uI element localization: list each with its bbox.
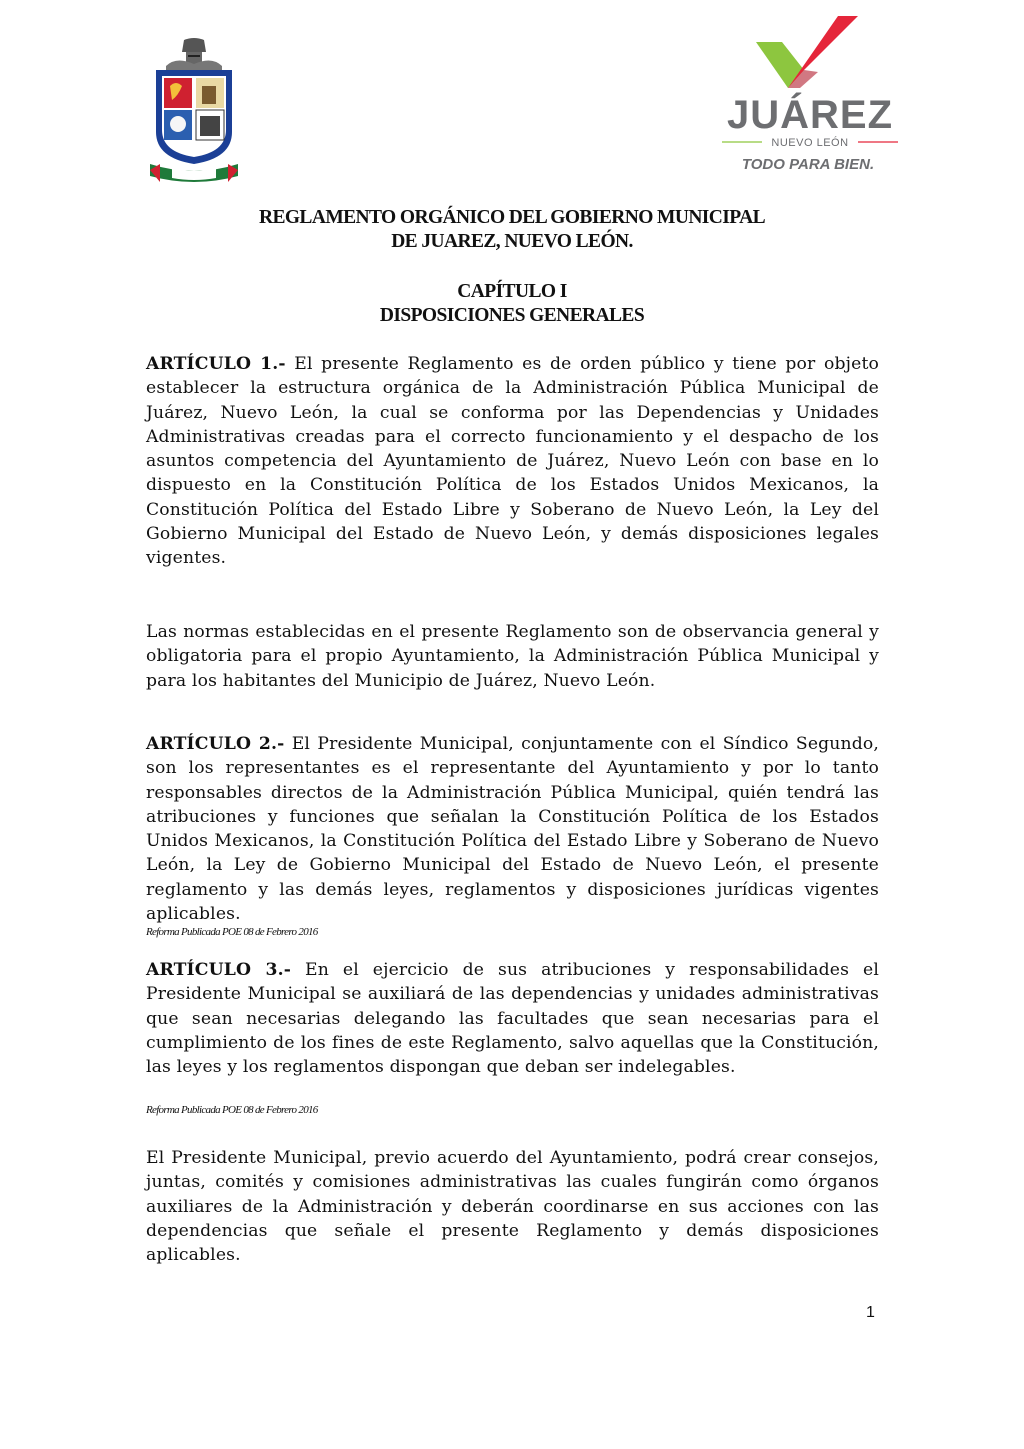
article-1-paragraph-2 <box>146 620 879 693</box>
article-2 <box>146 732 879 926</box>
logo-subtitle: NUEVO LEÓN <box>771 137 849 149</box>
page-number: 1 <box>866 1304 875 1321</box>
article-3-paragraph-2 <box>146 1146 879 1267</box>
article-1 <box>146 352 879 571</box>
article-1-text: El presente Reglamento es de orden público y tiene por objeto establecer la estructura orgánica de la Administración Pública Municipal de Juárez, Nuevo León, la cual se conforma por las Dependencias y Unidades Administrativas creadas para el correcto funcionamiento y el despacho de los asuntos competencia del Ayuntamiento de Juárez, Nuevo León con base en lo dispuesto en la Constitución Política de los Estados Unidos Mexicanos, la Constitución Política del Estado Libre y Soberano de Nuevo León, la Ley del Gobierno Municipal del Estado de Nuevo León, y demás disposiciones legales vigentes. <box>146 354 879 569</box>
document-title-line-1: REGLAMENTO ORGÁNICO DEL GOBIERNO MUNICIPAL <box>258 207 766 228</box>
logo-name: JUÁREZ <box>726 93 894 137</box>
coat-of-arms-icon <box>146 36 242 184</box>
juarez-logo-icon <box>718 14 902 176</box>
document-title <box>0 206 1024 254</box>
logo-slogan: TODO PARA BIEN. <box>741 156 875 173</box>
article-3-label: ARTÍCULO 3.- <box>146 960 292 980</box>
article-3-paragraph-2-text: El Presidente Municipal, previo acuerdo del Ayuntamiento, podrá crear consejos, juntas, comités y comisiones administrativas las cuales fungirán como órganos auxiliares de la Administración y deberán coordinarse en sus acciones con las dependencias que señale el presente Reglamento y demás disposiciones aplicables. <box>146 1148 879 1266</box>
chapter-name: DISPOSICIONES GENERALES <box>379 305 645 326</box>
article-3 <box>146 958 879 1079</box>
article-3-reform-note: Reforma Publicada POE 08 de Febrero 2016 <box>146 1104 318 1116</box>
article-1-label: ARTÍCULO 1.- <box>146 354 286 374</box>
article-3-text: En el ejercicio de sus atribuciones y responsabilidades el Presidente Municipal se auxiliará de las dependencias y unidades administrativas que sean necesarias delegando las facultades que sean necesarias para el cumplimiento de los fines de este Reglamento, salvo aquellas que la Constitución, las leyes y los reglamentos dispongan que deban ser indelegables. <box>146 960 880 1078</box>
article-2-label: ARTÍCULO 2.- <box>146 734 285 754</box>
article-1-paragraph-2-text: Las normas establecidas en el presente Reglamento son de observancia general y obligatoria para el propio Ayuntamiento, la Administración Pública Municipal y para los habitantes del Municipio de Juárez, Nuevo León. <box>146 622 879 691</box>
chapter-heading <box>0 280 1024 328</box>
chapter-number: CAPÍTULO I <box>457 281 567 302</box>
document-title-line-2: DE JUAREZ, NUEVO LEÓN. <box>391 231 633 252</box>
article-2-text: El Presidente Municipal, conjuntamente con el Síndico Segundo, son los representantes es el representante del Ayuntamiento y por lo tanto responsables directos de la Administración Pública Municipal, quién tendrá las atribuciones y funciones que señalan la Constitución Política de los Estados Unidos Mexicanos, la Constitución Política del Estado Libre y Soberano de Nuevo León, la Ley de Gobierno Municipal del Estado de Nuevo León, el presente reglamento y las demás leyes, reglamentos y disposiciones jurídicas vigentes aplicables. <box>146 734 879 925</box>
article-2-reform-note: Reforma Publicada POE 08 de Febrero 2016 <box>146 926 318 938</box>
